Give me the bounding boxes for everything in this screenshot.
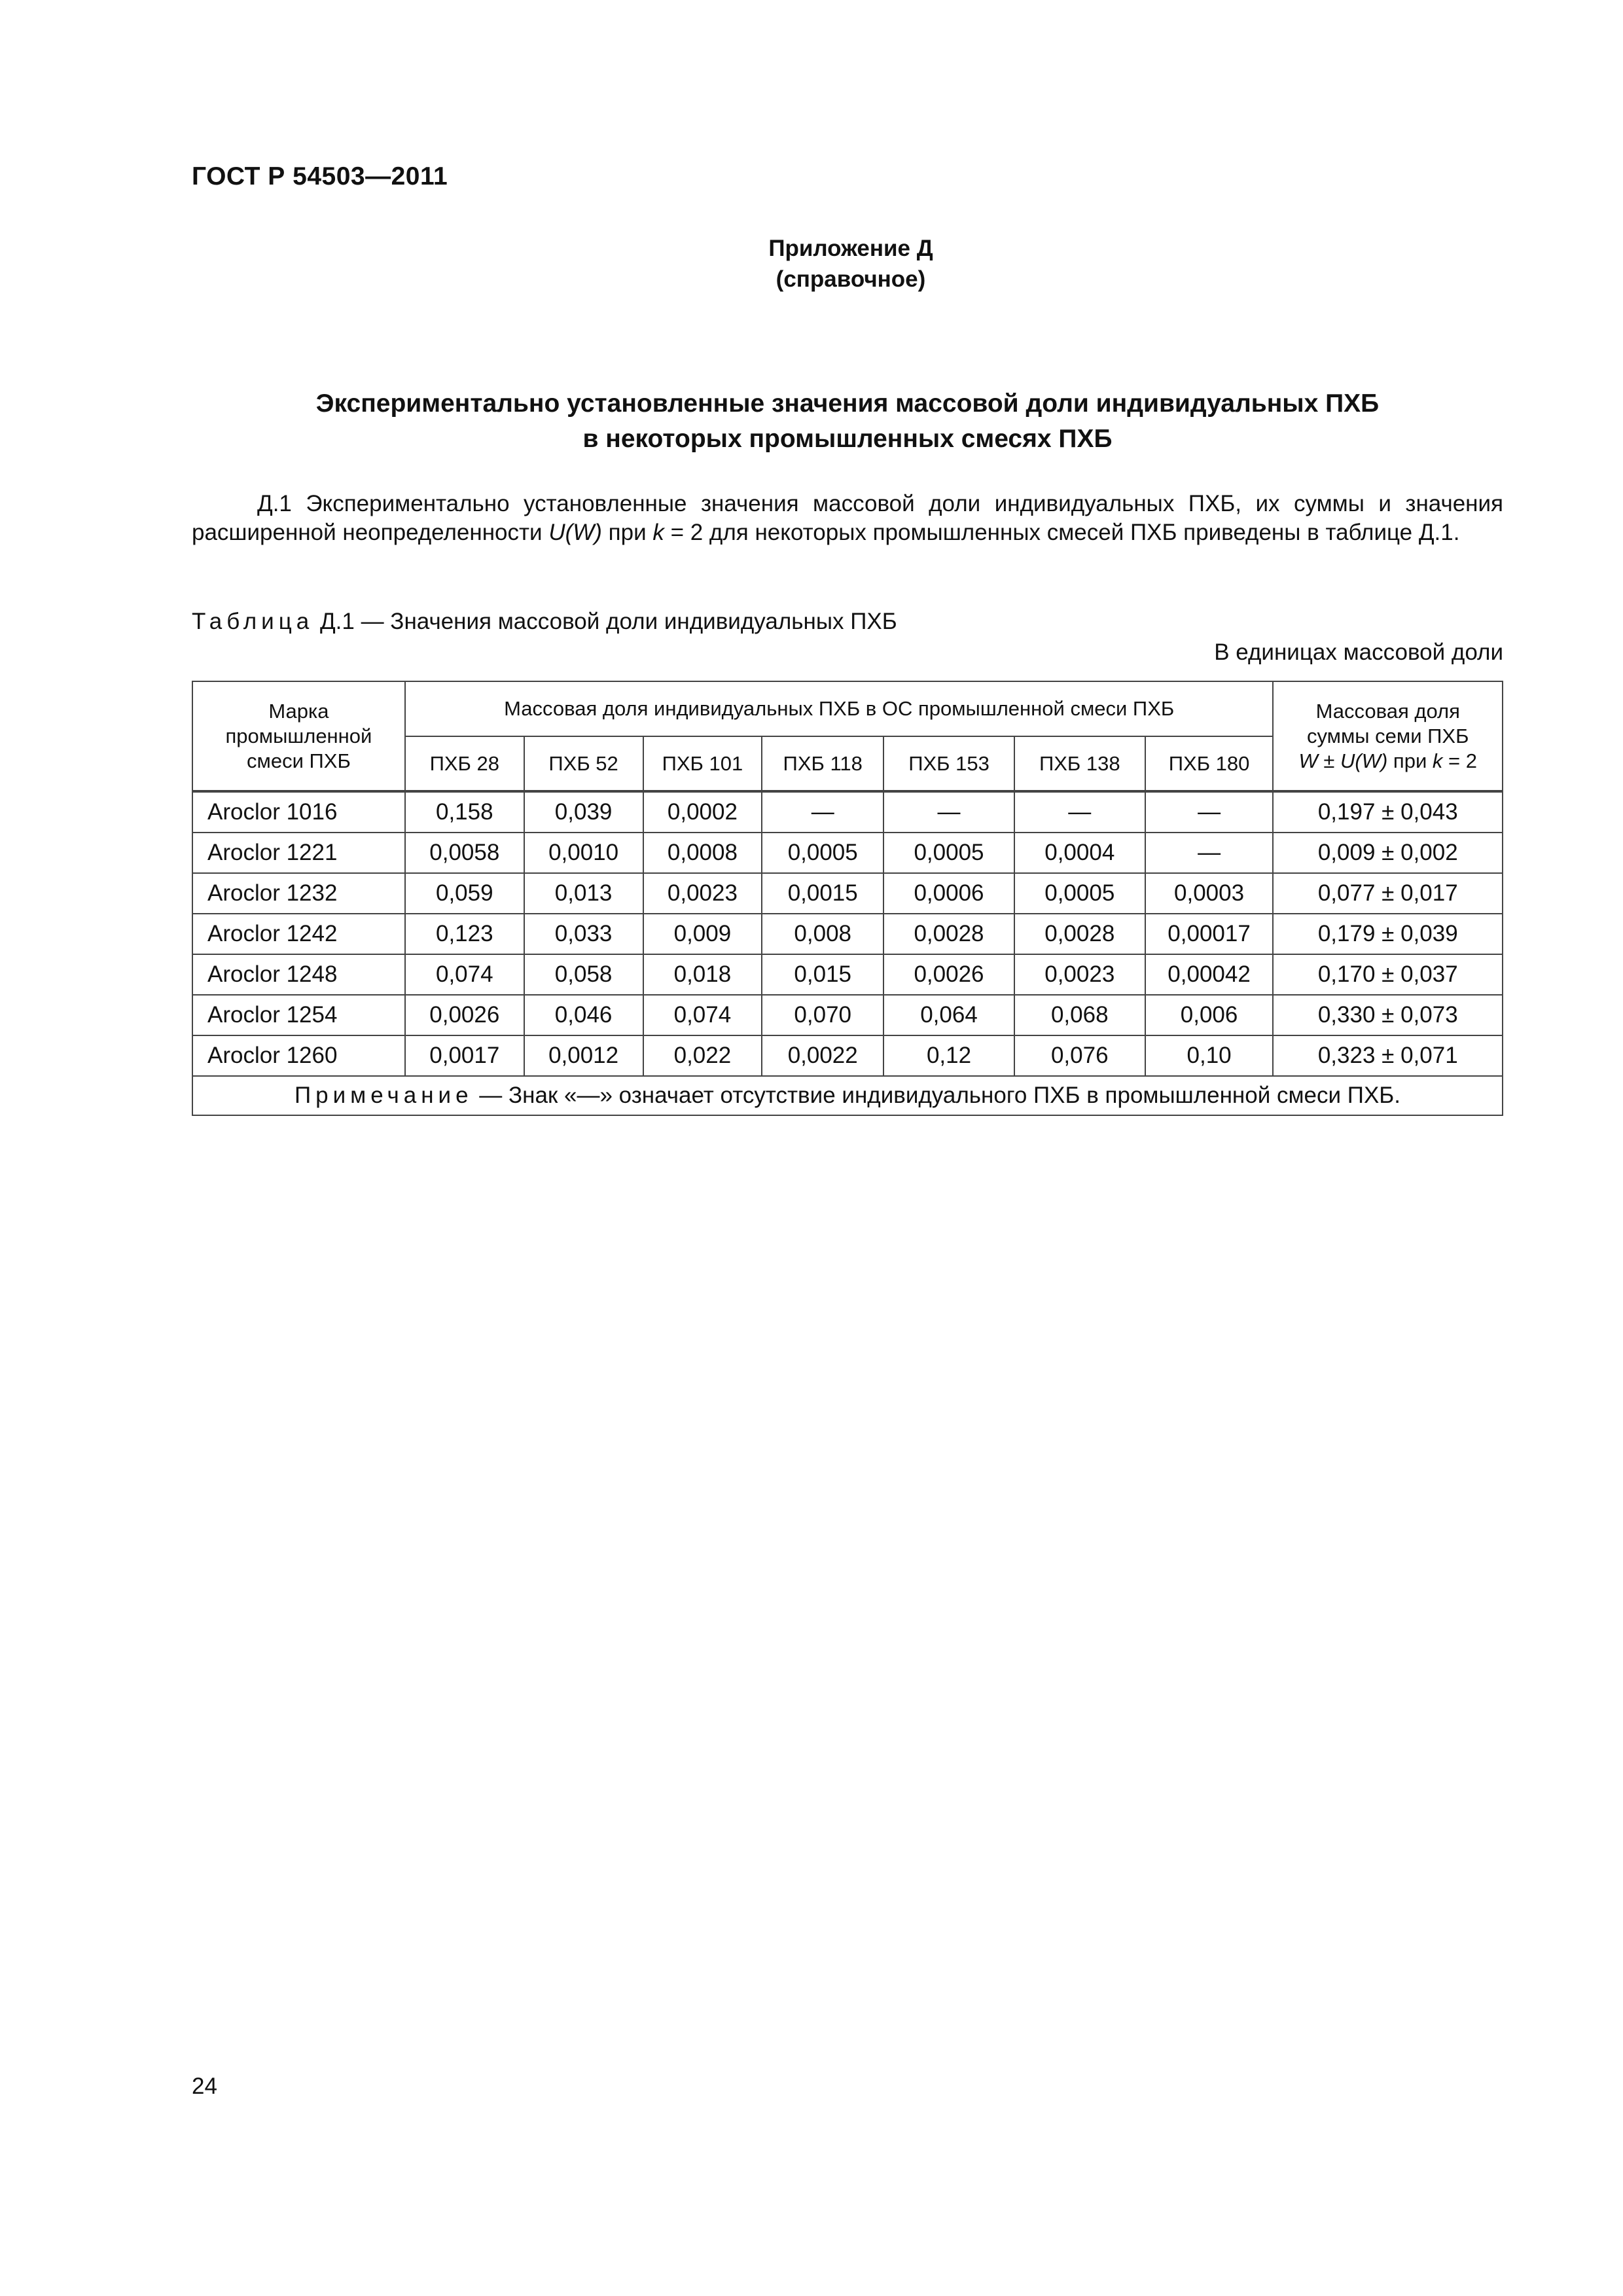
row-cell: 0,0023	[643, 873, 762, 914]
row-cell: —	[1145, 791, 1274, 833]
table-caption-text: Д.1 — Значения массовой доли индивидуальных ПХБ	[313, 609, 897, 634]
row-cell: 0,0017	[405, 1035, 524, 1076]
row-cell: 0,068	[1014, 995, 1145, 1035]
row-brand: Aroclor 1221	[192, 833, 405, 873]
row-cell: 0,12	[883, 1035, 1014, 1076]
table-caption-label: Таблица	[192, 609, 314, 634]
row-cell: 0,076	[1014, 1035, 1145, 1076]
row-cell: 0,10	[1145, 1035, 1274, 1076]
paragraph-text-1: Д.1 Экспериментально установленные значения массовой доли индивидуальных ПХБ, их суммы и значения расширенной неопределенности	[192, 491, 1503, 545]
paragraph-text-2: при	[601, 520, 653, 545]
row-cell: 0,0002	[643, 791, 762, 833]
row-cell: 0,0005	[762, 833, 883, 873]
row-cell: 0,123	[405, 914, 524, 954]
row-cell: 0,058	[524, 954, 643, 995]
row-cell: 0,0022	[762, 1035, 883, 1076]
row-cell: —	[1145, 833, 1274, 873]
row-cell: 0,0028	[1014, 914, 1145, 954]
row-cell: 0,070	[762, 995, 883, 1035]
header-col-pcb101: ПХБ 101	[643, 736, 762, 791]
page-number: 24	[192, 2073, 217, 2099]
row-cell: 0,046	[524, 995, 643, 1035]
table-row	[192, 833, 1503, 873]
row-cell: 0,0012	[524, 1035, 643, 1076]
paragraph-text-3: = 2 для некоторых промышленных смесей ПХБ приведены в таблице Д.1.	[664, 520, 1460, 545]
header-sum-line1: Массовая доля	[1315, 699, 1460, 723]
header-brand: Марка промышленной смеси ПХБ	[192, 681, 405, 791]
header-col-pcb180: ПХБ 180	[1145, 736, 1274, 791]
appendix-title: Приложение Д	[768, 236, 933, 261]
row-cell: 0,0008	[643, 833, 762, 873]
header-sum-eq: = 2	[1442, 749, 1477, 772]
row-cell: —	[1014, 791, 1145, 833]
header-sum-k: k	[1432, 749, 1443, 772]
row-sum: 0,197 ± 0,043	[1273, 791, 1503, 833]
pcb-table	[192, 681, 1503, 1116]
row-brand: Aroclor 1232	[192, 873, 405, 914]
row-cell: 0,0026	[405, 995, 524, 1035]
document-code: ГОСТ Р 54503—2011	[192, 162, 448, 190]
table-caption	[192, 609, 897, 635]
table-row	[192, 791, 1503, 833]
row-cell: 0,0026	[883, 954, 1014, 995]
row-cell: 0,0028	[883, 914, 1014, 954]
row-cell: 0,0004	[1014, 833, 1145, 873]
row-sum: 0,323 ± 0,071	[1273, 1035, 1503, 1076]
paragraph-k: k	[652, 520, 664, 545]
table-row	[192, 1035, 1503, 1076]
row-cell: 0,018	[643, 954, 762, 995]
section-title	[192, 386, 1503, 457]
table-row	[192, 914, 1503, 954]
row-brand: Aroclor 1254	[192, 995, 405, 1035]
paragraph-d1	[192, 490, 1503, 547]
row-cell: —	[883, 791, 1014, 833]
row-cell: 0,0058	[405, 833, 524, 873]
section-title-line1: Экспериментально установленные значения массовой доли индивидуальных ПХБ	[315, 389, 1380, 418]
row-sum: 0,170 ± 0,037	[1273, 954, 1503, 995]
row-cell: 0,00042	[1145, 954, 1274, 995]
note-text: — Знак «—» означает отсутствие индивидуального ПХБ в промышленной смеси ПХБ.	[473, 1083, 1400, 1108]
row-sum: 0,179 ± 0,039	[1273, 914, 1503, 954]
table-units: В единицах массовой доли	[1214, 639, 1503, 665]
appendix-subtitle: (справочное)	[776, 266, 926, 292]
table-note	[192, 1076, 1503, 1115]
row-cell: 0,0003	[1145, 873, 1274, 914]
table-note-row	[192, 1076, 1503, 1115]
paragraph-uw: U(W)	[548, 520, 602, 545]
row-cell: 0,074	[405, 954, 524, 995]
row-brand: Aroclor 1260	[192, 1035, 405, 1076]
row-cell: 0,00017	[1145, 914, 1274, 954]
row-cell: 0,0006	[883, 873, 1014, 914]
header-sum	[1273, 681, 1503, 791]
row-cell: 0,0023	[1014, 954, 1145, 995]
row-cell: 0,0010	[524, 833, 643, 873]
row-brand: Aroclor 1248	[192, 954, 405, 995]
header-group: Массовая доля индивидуальных ПХБ в ОС промышленной смеси ПХБ	[405, 681, 1274, 736]
row-cell: 0,022	[643, 1035, 762, 1076]
row-cell: 0,009	[643, 914, 762, 954]
row-sum: 0,330 ± 0,073	[1273, 995, 1503, 1035]
header-col-pcb28: ПХБ 28	[405, 736, 524, 791]
section-title-line2: в некоторых промышленных смесях ПХБ	[582, 425, 1113, 453]
row-cell: —	[762, 791, 883, 833]
row-cell: 0,006	[1145, 995, 1274, 1035]
appendix-heading	[661, 233, 1041, 295]
row-brand: Aroclor 1242	[192, 914, 405, 954]
header-col-pcb138: ПХБ 138	[1014, 736, 1145, 791]
row-cell: 0,015	[762, 954, 883, 995]
row-cell: 0,064	[883, 995, 1014, 1035]
row-cell: 0,074	[643, 995, 762, 1035]
row-cell: 0,158	[405, 791, 524, 833]
table-row	[192, 873, 1503, 914]
row-cell: 0,013	[524, 873, 643, 914]
row-sum: 0,077 ± 0,017	[1273, 873, 1503, 914]
header-col-pcb52: ПХБ 52	[524, 736, 643, 791]
header-sum-uw: U(W)	[1340, 749, 1388, 772]
note-label: Примечание	[294, 1083, 473, 1108]
row-cell: 0,033	[524, 914, 643, 954]
row-cell: 0,059	[405, 873, 524, 914]
row-cell: 0,0015	[762, 873, 883, 914]
row-sum: 0,009 ± 0,002	[1273, 833, 1503, 873]
table-row	[192, 995, 1503, 1035]
row-cell: 0,039	[524, 791, 643, 833]
header-col-pcb153: ПХБ 153	[883, 736, 1014, 791]
table-row	[192, 954, 1503, 995]
header-sum-w: W	[1298, 749, 1318, 772]
header-sum-line3	[1277, 749, 1498, 774]
header-col-pcb118: ПХБ 118	[762, 736, 883, 791]
row-cell: 0,0005	[883, 833, 1014, 873]
row-cell: 0,0005	[1014, 873, 1145, 914]
header-sum-line2: суммы семи ПХБ	[1307, 724, 1469, 747]
row-cell: 0,008	[762, 914, 883, 954]
header-sum-pri: при	[1387, 749, 1433, 772]
row-brand: Aroclor 1016	[192, 791, 405, 833]
header-sum-pm: ±	[1317, 749, 1341, 772]
